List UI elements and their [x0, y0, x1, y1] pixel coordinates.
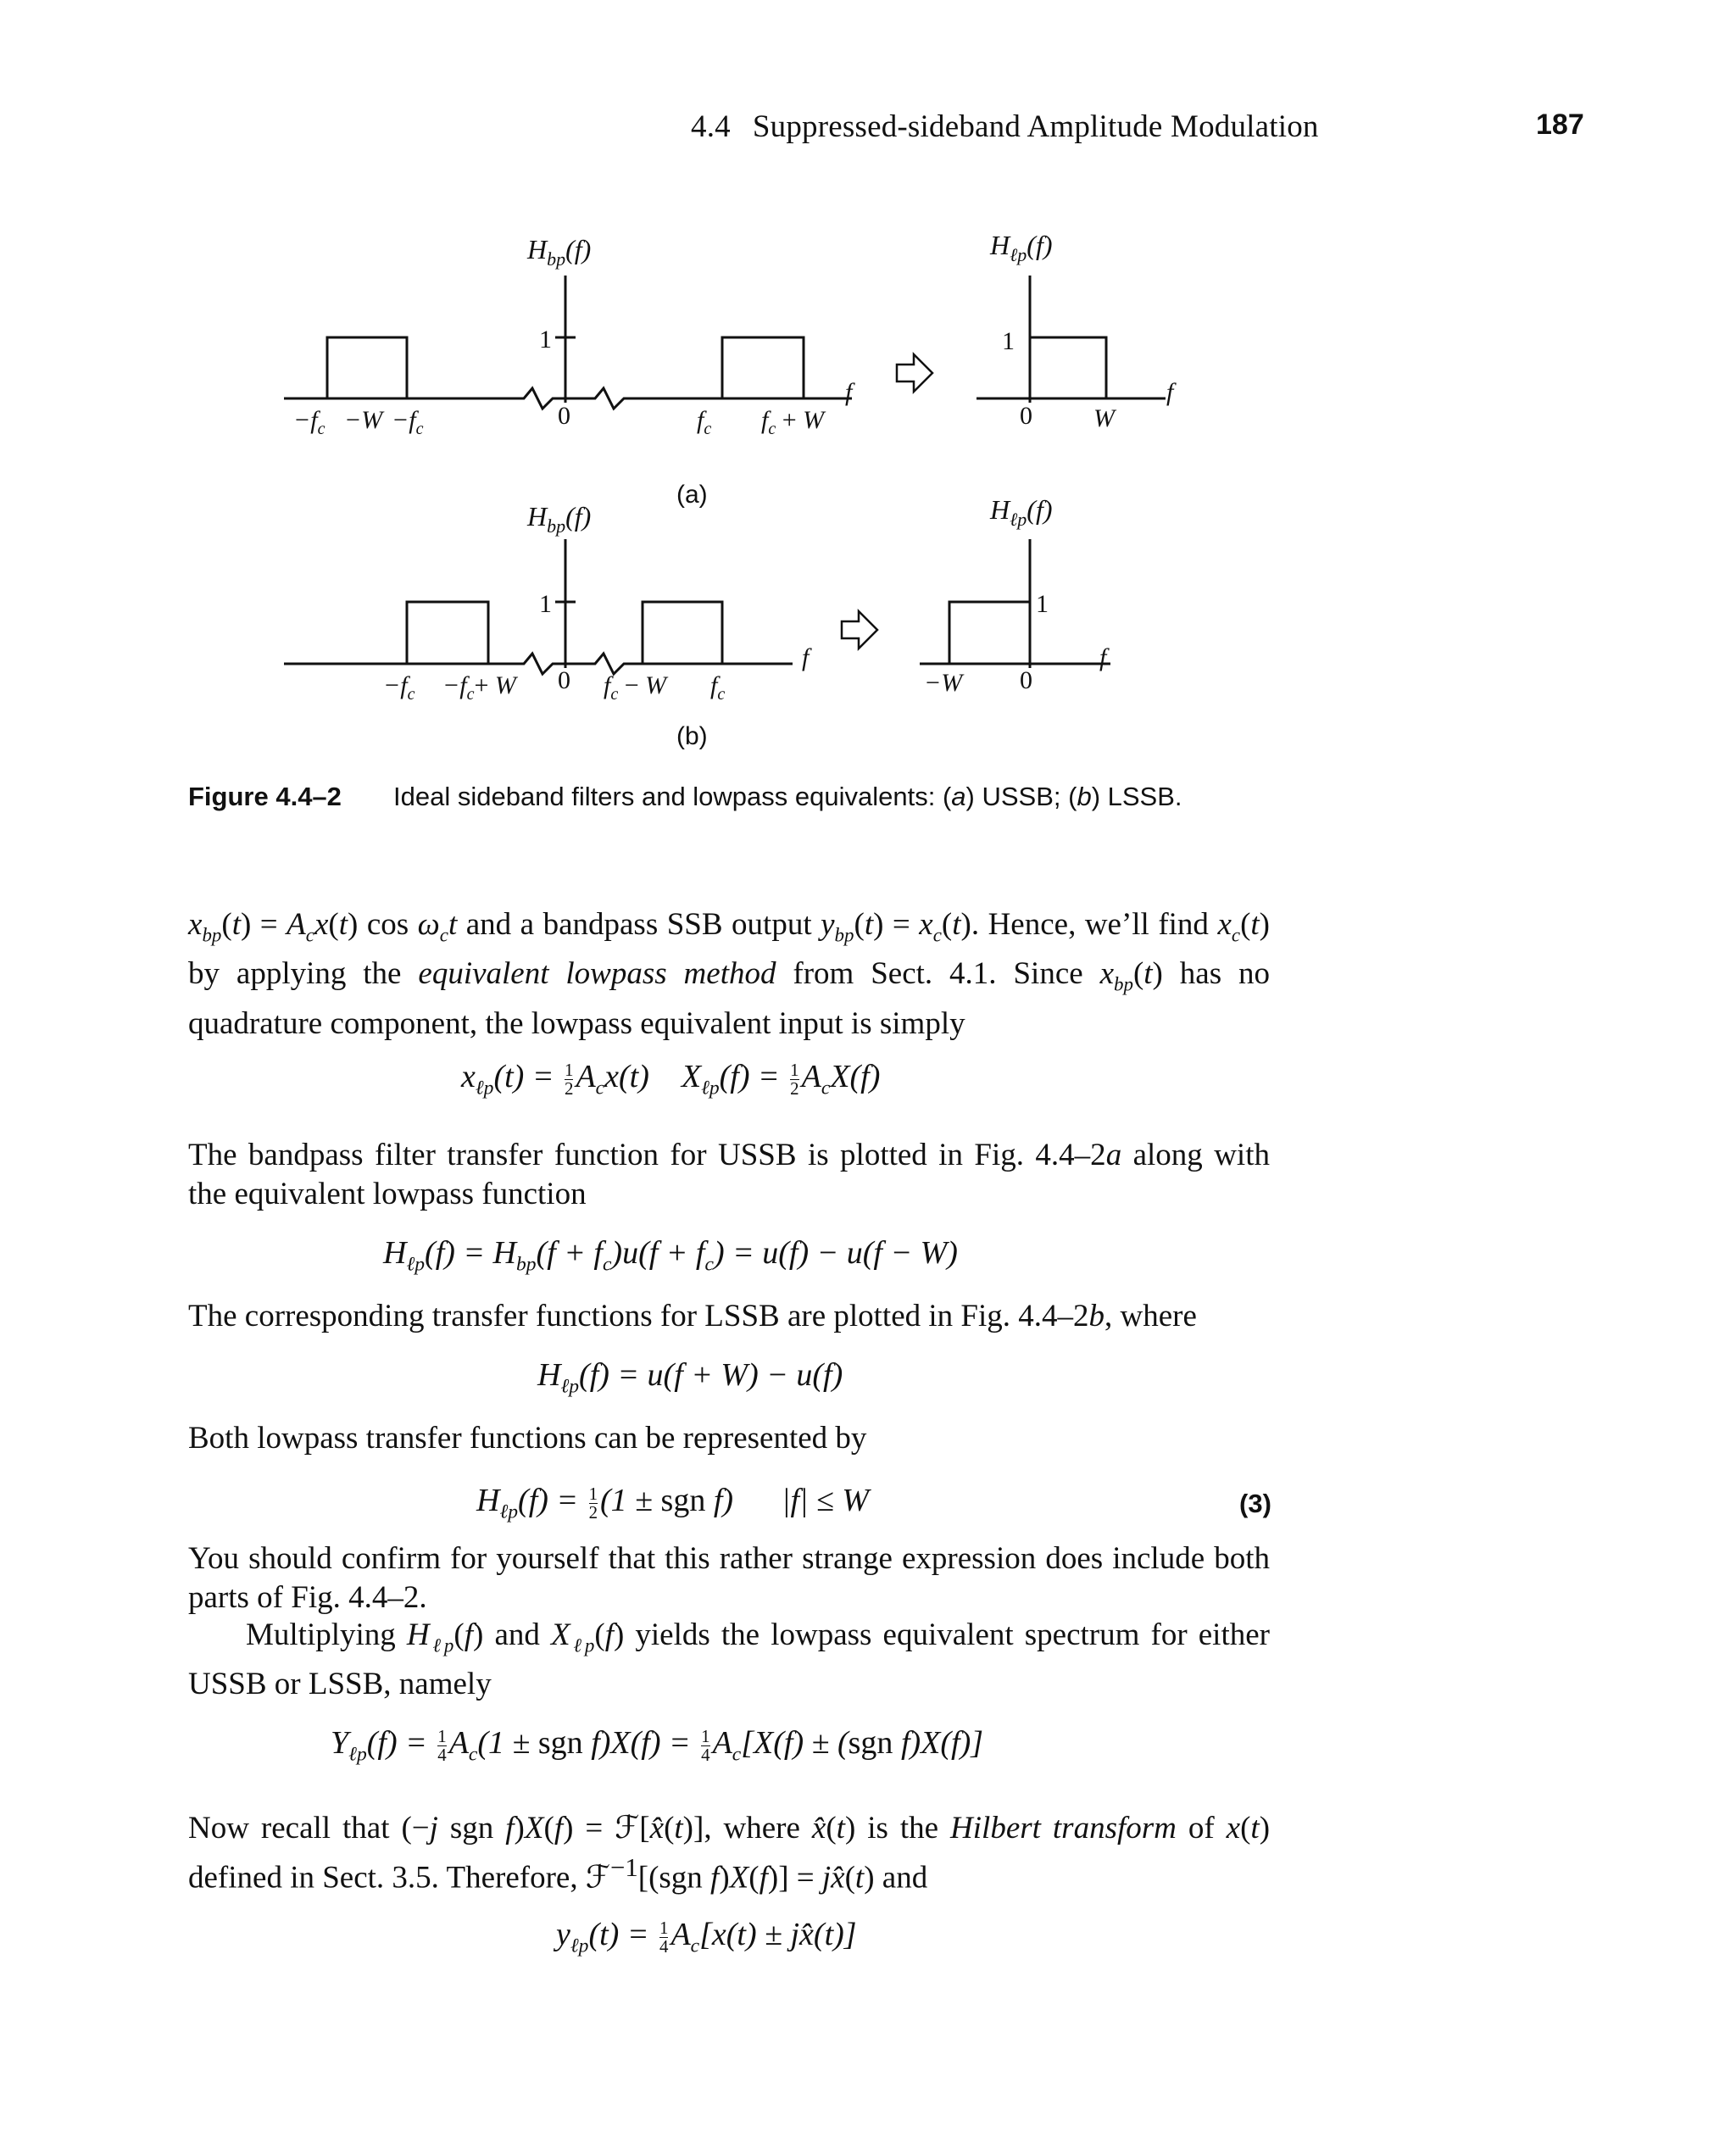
- bp-a-tick-fc: $f_c$: [697, 406, 712, 438]
- section-title: Suppressed-sideband Amplitude Modulation: [752, 109, 1319, 144]
- caption-label: Figure 4.4–2: [188, 782, 342, 811]
- lp-a-level: 1: [1002, 327, 1015, 355]
- bp-a-level: 1: [539, 326, 552, 354]
- bp-b-axis-left: [284, 654, 561, 674]
- bp-a-tick-neg-w: −W: [344, 406, 383, 434]
- paragraph-7: Now recall that (−j sgn f)X(f) = ℱ[x̂(t)], where x̂(t) is the Hilbert transform of x(t) defined in Sect. 3.5. Therefore, ℱ$^{-1}$[(sgn f)X(f)] = jx̂(t) and: [188, 1811, 1271, 1896]
- panel-b-label: (b): [676, 722, 708, 750]
- bp-a-neg-passband: [327, 337, 407, 398]
- lp-a-title: $H_{\ell p}(f)$: [990, 230, 1053, 265]
- paragraph-4: Both lowpass transfer functions can be represented by: [188, 1421, 867, 1456]
- equation-number: (3): [1239, 1489, 1271, 1518]
- bp-b-axis-label: f: [802, 643, 810, 671]
- page-number: 187: [1536, 109, 1584, 141]
- equation-lssb-lowpass: $H_{\ell p}(f) = u(f + W) - u(f)$: [537, 1357, 843, 1398]
- paragraph-2: The bandpass filter transfer function for USSB is plotted in Fig. 4.4–2a along with the equivalent lowpass function: [188, 1138, 1270, 1211]
- lp-b-axis-label: f: [1099, 643, 1107, 671]
- equation-lowpass-output: $y_{\ell p}(t)$ = $\frac{1}{4}$ $A_c[x(t)$ ± jx̂(t)]: [556, 1917, 857, 1957]
- bp-b-pos-passband: [643, 602, 722, 664]
- panel-a-label: (a): [676, 481, 708, 509]
- bp-b-tick-neg-fc: $-f_c$: [383, 671, 415, 704]
- bp-a-axis-left: [284, 388, 561, 409]
- bp-b-level: 1: [539, 590, 552, 618]
- lp-b-passband: [949, 602, 1030, 664]
- equation-ussb-lowpass: $H_{\ell p}(f) = H_{bp}(f + f_c)u(f + f_c) = u(f) - u(f - W)$: [383, 1235, 958, 1276]
- bp-a-tick-neg-fc: $-f_c$: [293, 406, 326, 438]
- bp-b-tick-fc-minus-w: $f_c - W$: [604, 671, 667, 704]
- lp-b-title: $H_{\ell p}(f)$: [990, 494, 1053, 530]
- lp-b-level: 1: [1036, 590, 1049, 618]
- bp-b-axis-right: [561, 654, 793, 674]
- paragraph-6: Multiplying $H_{\ell p}(f)$ and $X_{\ell p}(f)$ yields the lowpass equivalent spectrum for either USSB or LSSB, namely: [188, 1617, 1270, 1702]
- bp-a-tick-fc-plus-w: $f_c + W$: [761, 406, 825, 438]
- paragraph-1: $x_{bp}(t) = A_cx(t)$ $\cos \omega_ct$ and a bandpass SSB output $y_{bp}(t) = x_c(t)$. Hence, we’ll find $x_c(t)$ by applying the equivalent lowpass method from Sect. 4.1. Since $x_{bp}(t)$ has no quadrature component, the lowpass equivalent input is simply: [188, 907, 1270, 1041]
- bp-a-axis-label: f: [845, 378, 853, 406]
- lp-b-tick-neg-w: −W: [924, 669, 963, 697]
- bp-b-tick-neg-fc-plus-w: $-f_c+ W$: [442, 671, 516, 704]
- equation-lowpass-input: $x_{\ell p}(t)$ = $\frac{1}{2}$ $A_cx(t)$ $X_{\ell p}(f)$ = $\frac{1}{2}$ $A_cX(f)$: [461, 1059, 881, 1100]
- equation-combined-lowpass: $H_{\ell p}(f)$ = $\frac{1}{2}$ (1 ± sgn f) |f| ≤ W: [476, 1483, 869, 1523]
- paragraph-5: You should confirm for yourself that this rather strange expression does include both parts of Fig. 4.4–2.: [188, 1541, 1270, 1615]
- section-number: 4.4: [691, 109, 731, 144]
- arrow-b-icon: [842, 611, 877, 649]
- bp-a-title: $H_{bp}(f)$: [527, 234, 592, 270]
- bp-a-tick-zero: 0: [558, 402, 570, 430]
- lp-a-passband: [1030, 337, 1106, 398]
- bp-a-tick-neg-fc2: $-f_c$: [392, 406, 424, 438]
- bp-b-tick-fc: $f_c$: [710, 671, 726, 704]
- bp-b-title: $H_{bp}(f)$: [527, 501, 592, 537]
- caption-text: Ideal sideband filters and lowpass equivalents: (a) USSB; (b) LSSB.: [393, 782, 1182, 811]
- bp-b-tick-zero: 0: [558, 666, 570, 694]
- lp-a-tick-zero: 0: [1020, 402, 1032, 430]
- lp-a-tick-w: W: [1093, 404, 1115, 432]
- arrow-a-icon: [897, 354, 932, 392]
- bp-a-pos-passband: [722, 337, 804, 398]
- lp-a-axis-label: f: [1166, 378, 1174, 406]
- lp-b-tick-zero: 0: [1020, 666, 1032, 694]
- figure-4-4-2: [0, 0, 1736, 848]
- bp-b-neg-passband: [407, 602, 488, 664]
- equation-lowpass-spectrum: $Y_{\ell p}(f)$ = $\frac{1}{4}$ $A_c(1$ ± sgn f)X(f) = $\frac{1}{4}$ $A_c[X(f) \pm (sgn$ f)X(f)]: [331, 1725, 984, 1766]
- paragraph-3: The corresponding transfer functions for LSSB are plotted in Fig. 4.4–2b, where: [188, 1299, 1197, 1333]
